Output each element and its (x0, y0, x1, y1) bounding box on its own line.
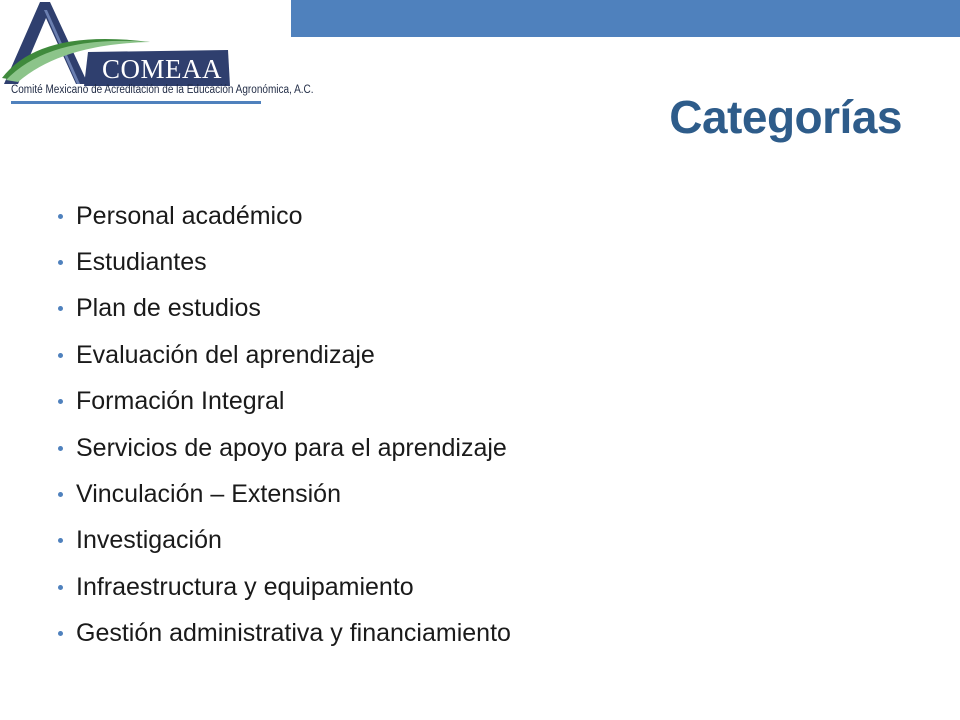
header-accent-bar (291, 0, 960, 37)
list-item (58, 332, 511, 378)
list-item-label: Gestión administrativa y financiamiento (76, 619, 511, 648)
list-item (58, 564, 511, 610)
bullet-icon (58, 538, 63, 543)
bullet-icon (58, 353, 63, 358)
comeaa-logo (0, 0, 314, 112)
list-item-label: Plan de estudios (76, 294, 261, 323)
list-item-label: Infraestructura y equipamiento (76, 572, 414, 601)
bullet-icon (58, 214, 63, 219)
list-item-label: Investigación (76, 526, 222, 555)
list-item-label: Servicios de apoyo para el aprendizaje (76, 433, 507, 462)
bullet-icon (58, 631, 63, 636)
logo-caption: Comité Mexicano de Acreditación de la Educación Agronómica, A.C. (11, 84, 314, 96)
bullet-icon (58, 260, 63, 265)
logo-underline (11, 101, 261, 104)
bullet-icon (58, 306, 63, 311)
list-item (58, 379, 511, 425)
list-item (58, 193, 511, 239)
category-list (58, 193, 511, 657)
list-item (58, 611, 511, 657)
bullet-icon (58, 492, 63, 497)
slide-title: Categorías (669, 91, 902, 143)
logo-wordmark: COMEAA (101, 54, 222, 84)
list-item-label: Personal académico (76, 201, 303, 230)
list-item (58, 239, 511, 285)
list-item-label: Formación Integral (76, 387, 285, 416)
list-item-label: Vinculación – Extensión (76, 480, 341, 509)
list-item-label: Evaluación del aprendizaje (76, 340, 375, 369)
bullet-icon (58, 399, 63, 404)
list-item (58, 518, 511, 564)
bullet-icon (58, 446, 63, 451)
list-item (58, 471, 511, 517)
bullet-icon (58, 585, 63, 590)
list-item (58, 425, 511, 471)
list-item-label: Estudiantes (76, 248, 207, 277)
list-item (58, 286, 511, 332)
